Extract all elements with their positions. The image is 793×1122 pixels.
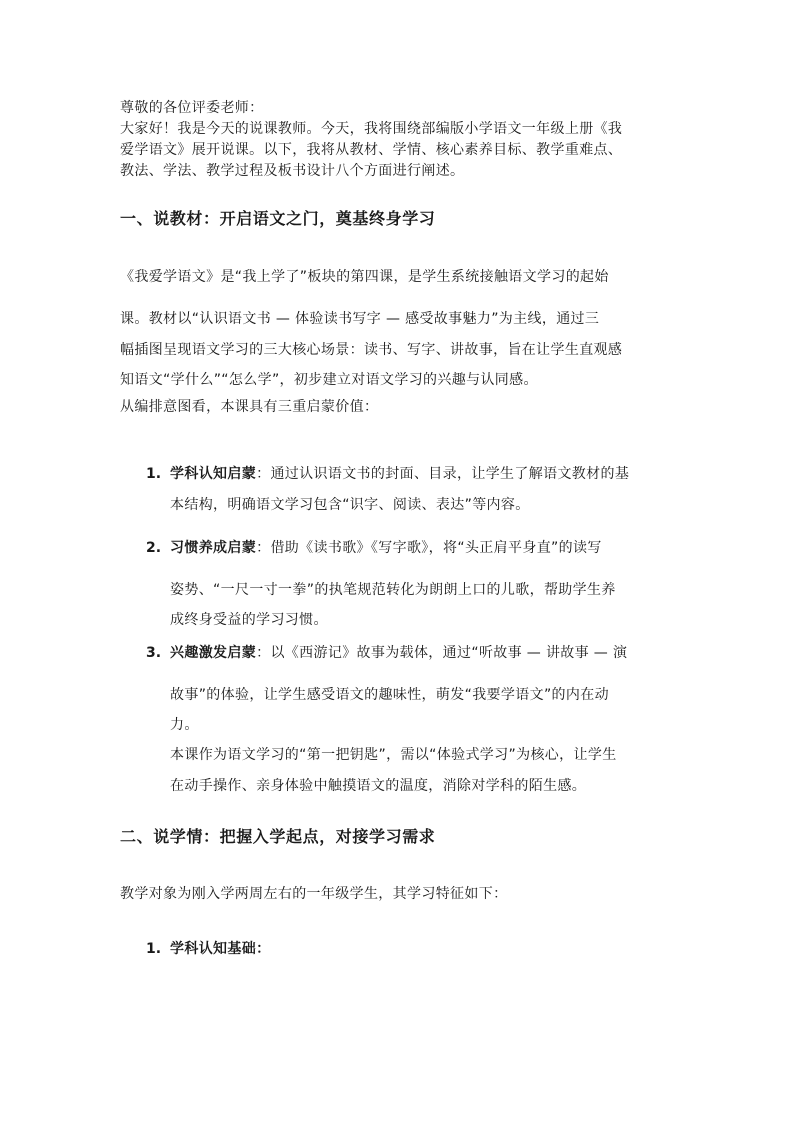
section2-para1: 教学对象为刚入学两周左右的一年级学生，其学习特征如下：	[120, 886, 508, 902]
list-item-line: 力。	[170, 717, 199, 733]
list-item-number: 2.	[146, 540, 162, 556]
intro-line-3: 教法、学法、教学过程及板书设计八个方面进行阐述。	[120, 163, 465, 179]
list-item-line: 故事”的体验，让学生感受语文的趣味性，萌发“我要学语文”的内在动	[170, 687, 609, 703]
section1-para1-line-3: 幅插图呈现语文学习的三大核心场景：读书、写字、讲故事，旨在让学生直观感	[120, 342, 623, 358]
list-item-line: 本结构，明确语文学习包含“识字、阅读、表达”等内容。	[170, 497, 530, 513]
list-item-number: 3.	[146, 645, 162, 661]
list-item-line	[170, 644, 627, 662]
list-item-text: ：通过认识语文书的封面、目录，让学生了解语文教材的基	[256, 466, 630, 482]
list-item-line: 成终身受益的学习习惯。	[170, 612, 328, 628]
list-item-text: ：以《西游记》故事为载体，通过“听故事 — 讲故事 — 演	[256, 645, 628, 661]
list-item-line	[170, 465, 629, 483]
section1-para1-line-2: 课。教材以“认识语文书 — 体验读书写字 — 感受故事魅力”为主线，通过三	[120, 311, 600, 327]
section1-para2: 从编排意图看，本课具有三重启蒙价值：	[120, 399, 379, 415]
list-item-number: 1.	[146, 941, 162, 957]
list-item-label: 学科认知启蒙	[170, 466, 257, 482]
list-item-label: 习惯养成启蒙	[170, 540, 257, 556]
intro-line-1: 大家好！我是今天的说课教师。今天，我将围绕部编版小学语文一年级上册《我	[120, 121, 623, 137]
section1-heading: 一、说教材：开启语文之门，奠基终身学习	[120, 209, 436, 228]
section2-heading: 二、说学情：把握入学起点，对接学习需求	[120, 827, 436, 846]
list-item-label: 学科认知基础：	[170, 941, 271, 957]
list-item-text: ：借助《读书歌》《写字歌》，将“头正肩平身直”的读写	[256, 540, 602, 556]
list-item-line	[170, 539, 602, 557]
section1-para1-line-1: 《我爱学语文》是“我上学了”板块的第四课，是学生系统接触语文学习的起始	[120, 269, 609, 285]
greeting-line: 尊敬的各位评委老师：	[120, 100, 264, 116]
section1-para1-line-4: 知语文“学什么”“怎么学”，初步建立对语文学习的兴趣与认同感。	[120, 372, 538, 388]
list-item-line: 本课作为语文学习的“第一把钥匙”，需以“体验式学习”为核心，让学生	[170, 747, 617, 763]
list-item-line: 在动手操作、亲身体验中触摸语文的温度，消除对学科的陌生感。	[170, 778, 587, 794]
list-item-line: 姿势、“一尺一寸一拳”的执笔规范转化为朗朗上口的儿歌，帮助学生养	[170, 582, 616, 598]
list-item-number: 1.	[146, 466, 162, 482]
list-item-label: 兴趣激发启蒙	[170, 645, 257, 661]
intro-line-2: 爱学语文》展开说课。以下，我将从教材、学情、核心素养目标、教学重难点、	[120, 142, 623, 158]
